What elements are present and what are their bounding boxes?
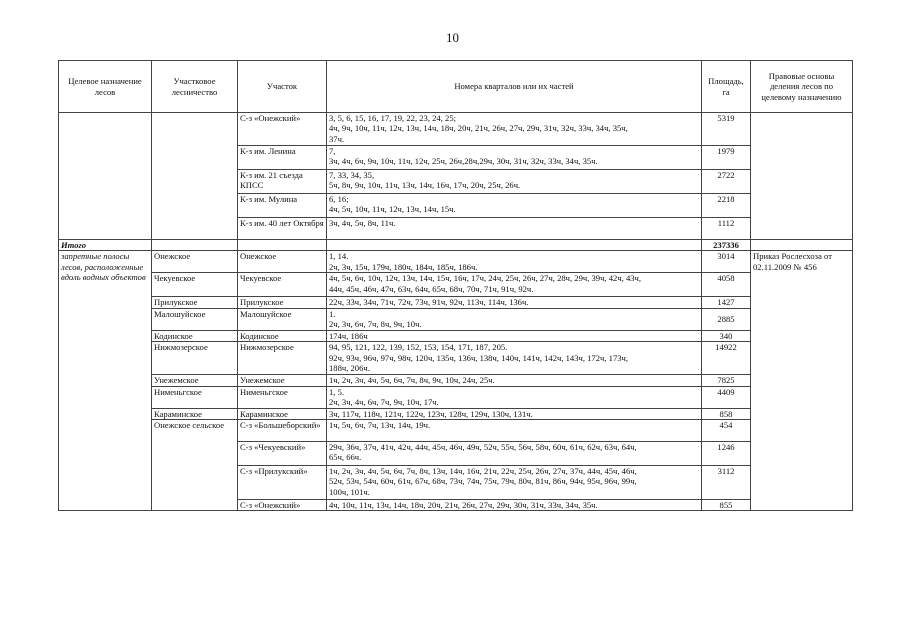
plot-cell: С-з «Большеборский» xyxy=(238,420,327,442)
total-row xyxy=(59,240,853,251)
forestry-cell: Кодинское xyxy=(152,330,238,341)
area-cell: 858 xyxy=(702,408,751,419)
area-cell: 4058 xyxy=(702,273,751,297)
area-cell: 454 xyxy=(702,420,751,442)
plot-cell: Караминское xyxy=(238,408,327,419)
forestry-cell: Чекуевское xyxy=(152,273,238,297)
quarters-line: 3ч, 4ч, 6ч, 9ч, 10ч, 11ч, 12ч, 25ч, 26ч,28ч,29ч, 30ч, 31ч, 32ч, 33ч, 34ч, 35ч. xyxy=(329,156,598,167)
quarters-line: 94, 95, 121, 122, 139, 152, 153, 154, 171, 187, 205. xyxy=(329,342,508,353)
quarters-line: 4ч, 10ч, 11ч, 13ч, 14ч, 18ч, 20ч, 21ч, 26ч, 27ч, 29ч, 30ч, 31ч, 33ч, 34ч, 35ч. xyxy=(329,500,598,511)
quarters-cell xyxy=(327,330,702,341)
quarters-cell xyxy=(327,170,702,194)
forest-purpose-table xyxy=(58,60,853,511)
quarters-line: 5ч, 8ч, 9ч, 10ч, 11ч, 13ч, 14ч, 16ч, 17ч, 20ч, 25ч, 26ч. xyxy=(329,180,521,191)
quarters-cell xyxy=(327,466,702,500)
quarters-cell xyxy=(327,386,702,408)
quarters-cell xyxy=(327,251,702,273)
legal-cell-empty xyxy=(751,113,853,240)
area-cell: 2722 xyxy=(702,170,751,194)
quarters-line: 6, 16; xyxy=(329,194,349,204)
forestry-cell: Малошуйское xyxy=(152,308,238,330)
area-cell: 1246 xyxy=(702,442,751,466)
plot-cell: К-з им. Мулина xyxy=(238,194,327,218)
area-cell: 2885 xyxy=(702,308,751,330)
area-cell: 1979 xyxy=(702,146,751,170)
table-row xyxy=(59,342,853,375)
section-legal: Приказ Рослесхоза от 02.11.2009 № 456 xyxy=(751,251,853,511)
plot-cell: Прилукское xyxy=(238,297,327,308)
quarters-cell xyxy=(327,308,702,330)
quarters-line: 22ч, 33ч, 34ч, 71ч, 72ч, 73ч, 91ч, 92ч, 113ч, 114ч, 136ч. xyxy=(329,297,529,308)
area-cell: 7825 xyxy=(702,375,751,386)
header-legal: Правовые основы деления лесов по целевому назначению xyxy=(751,61,853,113)
quarters-line: 3ч, 117ч, 118ч, 121ч, 122ч, 123ч, 128ч, 129ч, 130ч, 131ч. xyxy=(329,408,533,419)
quarters-cell xyxy=(327,273,702,297)
area-cell: 855 xyxy=(702,500,751,511)
quarters-line: 1, 14. xyxy=(329,251,349,262)
total-empty-cell xyxy=(751,240,853,251)
forestry-cell: Онежское xyxy=(152,251,238,273)
total-empty-cell xyxy=(152,240,238,251)
forestry-cell: Нижмозерское xyxy=(152,342,238,375)
table-row xyxy=(59,408,853,419)
area-cell: 4409 xyxy=(702,386,751,408)
quarters-cell xyxy=(327,146,702,170)
total-label: Итого xyxy=(59,240,152,251)
plot-cell: С-з «Чекуевский» xyxy=(238,442,327,466)
area-cell: 2218 xyxy=(702,194,751,218)
plot-cell: Кодинское xyxy=(238,330,327,341)
quarters-line: 1ч, 2ч, 3ч, 4ч, 5ч, 6ч, 7ч, 8ч, 9ч, 10ч, 24ч, 25ч. xyxy=(329,375,495,386)
quarters-line: 65ч, 66ч. xyxy=(329,452,362,463)
area-cell: 3014 xyxy=(702,251,751,273)
quarters-cell xyxy=(327,408,702,419)
quarters-line: 1ч, 2ч, 3ч, 4ч, 5ч, 6ч, 7ч, 8ч, 13ч, 14ч, 16ч, 21ч, 22ч, 25ч, 26ч, 27ч, 37ч, 44ч, 45ч, 46ч, xyxy=(329,466,637,477)
total-empty-cell xyxy=(327,240,702,251)
total-empty-cell xyxy=(238,240,327,251)
quarters-line: 44ч, 45ч, 46ч, 47ч, 63ч, 64ч, 65ч, 68ч, 70ч, 71ч, 91ч, 92ч. xyxy=(329,283,534,294)
quarters-line: 1. xyxy=(329,308,336,319)
header-area: Площадь, га xyxy=(702,61,751,113)
header-plot: Участок xyxy=(238,61,327,113)
table-row xyxy=(59,113,853,146)
table-row xyxy=(59,420,853,442)
forestry-cell: Нименьгское xyxy=(152,386,238,408)
plot-cell: С-з «Онежский» xyxy=(238,113,327,146)
quarters-cell xyxy=(327,342,702,375)
quarters-cell xyxy=(327,442,702,466)
total-area: 237336 xyxy=(702,240,751,251)
quarters-line: 2ч, 3ч, 4ч, 6ч, 7ч, 9ч, 10ч, 17ч. xyxy=(329,397,439,408)
quarters-cell xyxy=(327,500,702,511)
quarters-line: 1, 5. xyxy=(329,386,345,397)
quarters-line: 92ч, 93ч, 96ч, 97ч, 98ч, 120ч, 135ч, 136ч, 138ч, 140ч, 141ч, 142ч, 143ч, 172ч, 173ч, xyxy=(329,352,629,363)
plot-cell: С-з «Прилукский» xyxy=(238,466,327,500)
quarters-line: 4ч, 5ч, 10ч, 11ч, 12ч, 13ч, 14ч, 15ч. xyxy=(329,204,456,215)
forestry-cell: Унежемское xyxy=(152,375,238,386)
forestry-cell: Прилукское xyxy=(152,297,238,308)
quarters-cell xyxy=(327,375,702,386)
table-row xyxy=(59,308,853,330)
quarters-line: 52ч, 53ч, 54ч, 60ч, 61ч, 67ч, 68ч, 73ч, 74ч, 75ч, 79ч, 80ч, 81ч, 86ч, 94ч, 95ч, 96ч, 99ч, xyxy=(329,476,637,487)
plot-cell: Нименьгское xyxy=(238,386,327,408)
forestry-cell: Караминское xyxy=(152,408,238,419)
plot-cell: К-з им. 40 лет Октября xyxy=(238,218,327,240)
quarters-line: 2ч, 3ч, 6ч, 7ч, 8ч, 9ч, 10ч. xyxy=(329,319,422,330)
area-cell: 340 xyxy=(702,330,751,341)
quarters-line: 100ч, 101ч. xyxy=(329,486,370,497)
quarters-line: 3, 5, 6, 15, 16, 17, 19, 22, 23, 24, 25; xyxy=(329,113,456,123)
quarters-line: 4ч, 5ч, 6ч, 10ч, 12ч, 13ч, 14ч, 15ч, 16ч, 17ч, 24ч, 25ч, 26ч, 27ч, 28ч, 29ч, 39ч, 42ч, 43ч, xyxy=(329,273,642,284)
area-cell: 3112 xyxy=(702,466,751,500)
area-cell: 1112 xyxy=(702,218,751,240)
page-number: 10 xyxy=(446,30,459,45)
area-cell: 1427 xyxy=(702,297,751,308)
quarters-line: 1ч, 5ч, 6ч, 7ч, 13ч, 14ч, 19ч. xyxy=(329,420,431,431)
plot-cell: К-з им. Ленина xyxy=(238,146,327,170)
table-row xyxy=(59,273,853,297)
header-quarters: Номера кварталов или их частей xyxy=(327,61,702,113)
quarters-line: 37ч. xyxy=(329,133,345,144)
section-purpose: запретные полосы лесов, расположенные вдоль водных объектов xyxy=(59,251,152,511)
plot-cell: Малошуйское xyxy=(238,308,327,330)
area-cell: 5319 xyxy=(702,113,751,146)
table-row xyxy=(59,251,853,273)
quarters-line: 7, 33, 34, 35, xyxy=(329,170,375,180)
quarters-line: 188ч, 206ч. xyxy=(329,363,370,374)
quarters-line: 2ч, 3ч, 15ч, 179ч, 180ч, 184ч, 185ч, 186ч. xyxy=(329,261,478,272)
quarters-cell xyxy=(327,420,702,442)
table-row xyxy=(59,297,853,308)
header-forestry: Участковое лесничество xyxy=(152,61,238,113)
table-row xyxy=(59,386,853,408)
plot-cell: К-з им. 21 съезда КПСС xyxy=(238,170,327,194)
area-cell: 14922 xyxy=(702,342,751,375)
forestry-cell: Онежское сельское xyxy=(152,420,238,511)
quarters-cell xyxy=(327,218,702,240)
plot-cell: С-з «Онежский» xyxy=(238,500,327,511)
table-header-row xyxy=(59,61,853,113)
quarters-cell xyxy=(327,297,702,308)
quarters-line: 29ч, 36ч, 37ч, 41ч, 42ч, 44ч, 45ч, 46ч, 49ч, 52ч, 55ч, 56ч, 58ч, 60ч, 61ч, 62ч, 63ч, 64ч, xyxy=(329,442,637,453)
quarters-line: 7, xyxy=(329,146,336,156)
header-purpose: Целевое назначение лесов xyxy=(59,61,152,113)
quarters-line: 174ч, 186ч xyxy=(329,330,368,341)
quarters-line: 4ч, 9ч, 10ч, 11ч, 12ч, 13ч, 14ч, 18ч, 20ч, 21ч, 26ч, 27ч, 29ч, 31ч, 32ч, 33ч, 34ч, 35ч, xyxy=(329,123,628,134)
table-row xyxy=(59,375,853,386)
plot-cell: Нижмозерское xyxy=(238,342,327,375)
plot-cell: Унежемское xyxy=(238,375,327,386)
forestry-cell-empty xyxy=(152,113,238,240)
purpose-cell-empty xyxy=(59,113,152,240)
plot-cell: Чекуевское xyxy=(238,273,327,297)
quarters-line: 3ч, 4ч, 5ч, 8ч, 11ч. xyxy=(329,218,396,228)
quarters-cell xyxy=(327,113,702,146)
table-row xyxy=(59,330,853,341)
quarters-cell xyxy=(327,194,702,218)
plot-cell: Онежское xyxy=(238,251,327,273)
